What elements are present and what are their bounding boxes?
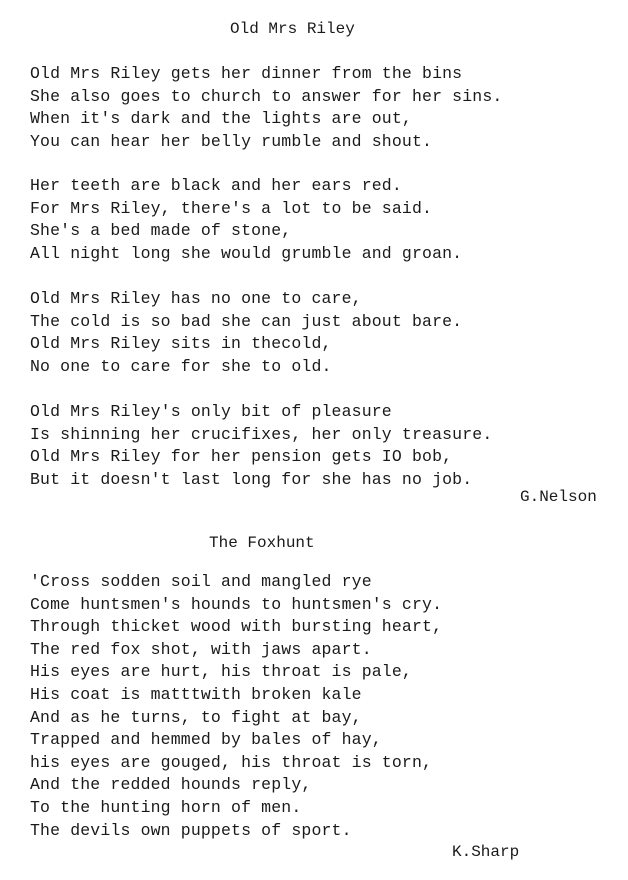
poem-title: The Foxhunt (209, 534, 315, 552)
poem-line: But it doesn't last long for she has no job. (30, 469, 473, 489)
poem-line: his eyes are gouged, his throat is torn, (30, 752, 433, 772)
poem-body (30, 63, 620, 491)
poem-line: Old Mrs Riley's only bit of pleasure (30, 402, 392, 421)
poem-line: Old Mrs Riley has no one to care, (30, 289, 362, 308)
poem-title: Old Mrs Riley (230, 20, 355, 38)
poem-line: You can hear her belly rumble and shout. (30, 131, 433, 151)
poem-body (30, 571, 620, 842)
poem-line: To the hunting horn of men. (30, 797, 302, 817)
poem-line: The cold is so bad she can just about bare. (30, 311, 463, 331)
stanza (30, 571, 620, 842)
poem-line: The red fox shot, with jaws apart. (30, 639, 372, 659)
poem-line: When it's dark and the lights are out, (30, 109, 412, 128)
poem-line: And the redded hounds reply, (30, 775, 312, 795)
stanza (30, 288, 620, 378)
poem-line: Old Mrs Riley gets her dinner from the bins (30, 64, 463, 83)
stanza (30, 401, 620, 491)
poem-line: And as he turns, to fight at bay, (30, 707, 362, 727)
poem-line: She also goes to church to answer for her sins. (30, 86, 503, 106)
poem-line: His coat is matttwith broken kale (30, 684, 362, 704)
poem-line: For Mrs Riley, there's a lot to be said. (30, 198, 433, 218)
poem-line: Trapped and hemmed by bales of hay, (30, 730, 382, 750)
poem-line: Old Mrs Riley sits in thecold, (30, 334, 332, 353)
poem-line: Old Mrs Riley for her pension gets IO bob, (30, 447, 453, 466)
poem-line: Come huntsmen's hounds to huntsmen's cry. (30, 594, 443, 614)
poem-line: No one to care for she to old. (30, 356, 332, 376)
poem-author: G.Nelson (520, 488, 597, 506)
poem-line: His eyes are hurt, his throat is pale, (30, 662, 412, 682)
poem-line: Through thicket wood with bursting heart, (30, 617, 443, 637)
stanza (30, 175, 620, 265)
poem-author: K.Sharp (452, 843, 520, 861)
poem-line: Her teeth are black and her ears red. (30, 176, 402, 195)
poem-line: Is shinning her crucifixes, her only treasure. (30, 424, 493, 444)
poem-line: 'Cross sodden soil and mangled rye (30, 572, 372, 591)
poem-line: The devils own puppets of sport. (30, 820, 352, 840)
stanza (30, 63, 620, 153)
poem-line: All night long she would grumble and groan. (30, 243, 463, 263)
poem-line: She's a bed made of stone, (30, 221, 292, 240)
